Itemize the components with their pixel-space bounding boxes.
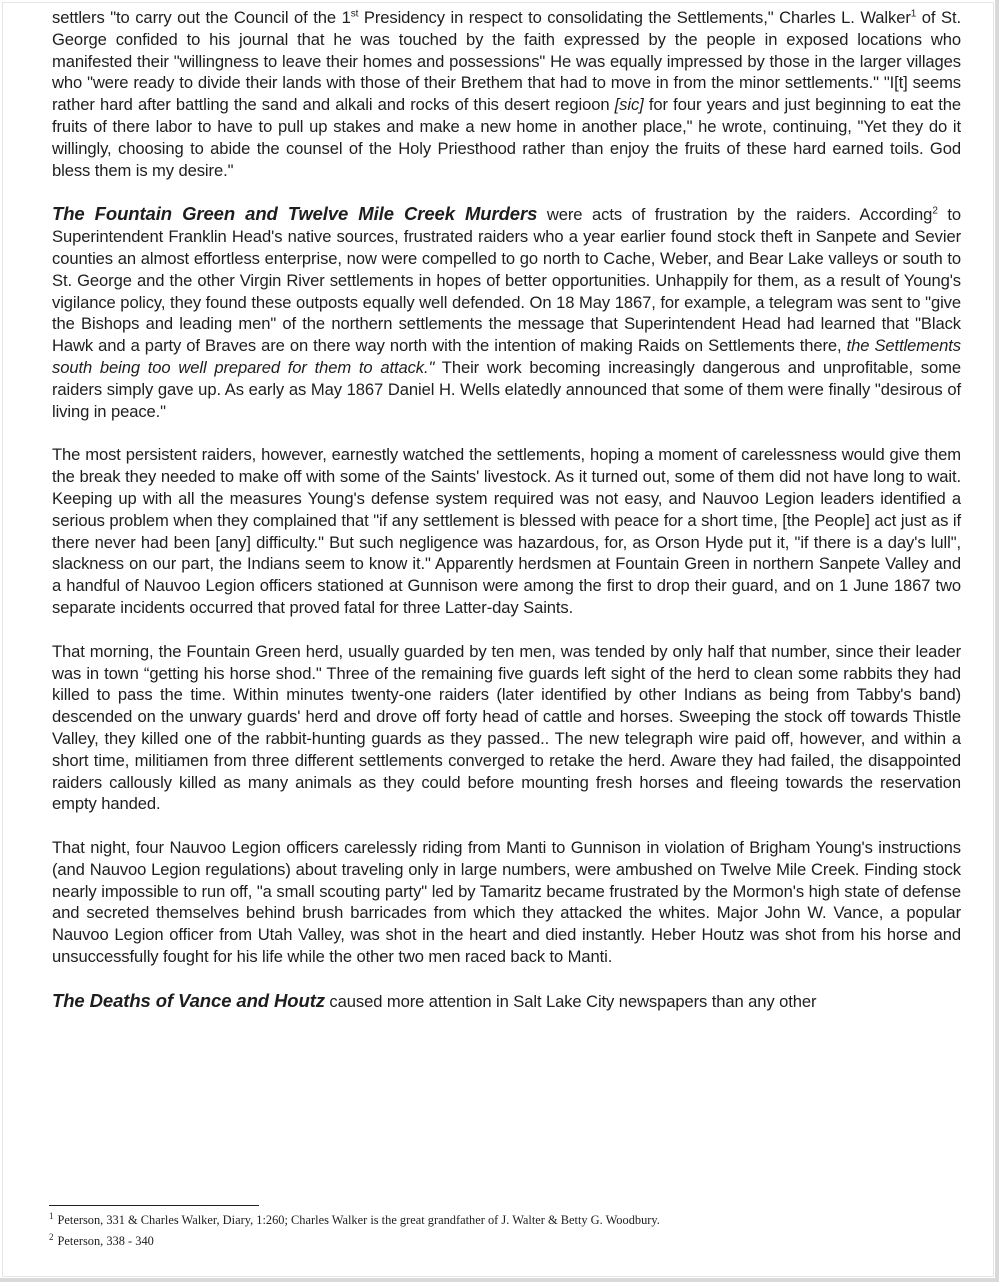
footnote-text: Peterson, 338 - 340 bbox=[57, 1234, 154, 1248]
footnote-text: Peterson, 331 & Charles Walker, Diary, 1:260; Charles Walker is the great grandfather of J. Walter & Betty G. Woodbury. bbox=[57, 1213, 660, 1227]
paragraph bbox=[52, 990, 961, 1013]
italic-text: [sic] bbox=[614, 95, 644, 115]
footnotes bbox=[49, 1212, 958, 1254]
section-heading: The Deaths of Vance and Houtz bbox=[52, 989, 325, 1011]
footnote-number: 2 bbox=[49, 1231, 54, 1242]
text-run: of St. George confided to his journal that he was touched by the faith expressed by the people in exposed locations who manifested their "willingness to leave their homes and possessions" He was equally impressed by those in the larger villages who "were ready to divide their lands with those of their Brethem that had to move in from the minor settlements." "I[t] seems rather hard after battling the sand and alkali and rocks of this desert regioon bbox=[52, 8, 961, 115]
footnote bbox=[49, 1233, 958, 1250]
text-run: The most persistent raiders, however, earnestly watched the settlements, hoping a moment of carelessness would give them the break they needed to make off with some of the Saints' livestock. As it turned out, some of them did not have long to wait. Keeping up with all the measures Young's defense system required was not easy, and Nauvoo Legion leaders identified a serious problem when they complained that "if any settlement is blessed with peace for a short time, [the People] act just as if there never had been [any] difficulty." But such negligence was hazardous, for, as Orson Hyde put it, "if there is a day's lull", slackness on our part, the Indians seem to know it." Apparently herdsmen at Fountain Green in northern Sanpete Valley and a handful of Nauvoo Legion officers stationed at Gunnison were among the first to drop their guard, and on 1 June 1867 two separate incidents occurred that proved fatal for three Latter-day Saints. bbox=[52, 445, 961, 617]
superscript: 2 bbox=[932, 205, 938, 217]
text-run: Presidency in respect to consolidating the Settlements," Charles L. Walker bbox=[358, 8, 911, 27]
section-heading: The Fountain Green and Twelve Mile Creek Murders bbox=[52, 203, 538, 225]
text-run: to Superintendent Franklin Head's native sources, frustrated raiders who a year earlier found stock theft in Sanpete and Sevier counties an almost effortless enterprise, now were compelled to go north to Cache, Weber, and Bear Lake valleys or south to St. George and the other Virgin River settlements in hopes of better opportunities. Unhappily for them, as a result of Young's vigilance policy, they found these outposts equally well defended. On 18 May 1867, for example, a telegram was sent to "give the Bishops and leading men" of the northern settlements the message that Superintendent Head had learned that "Black Hawk and a party of Braves are on there way north with the intention of making Raids on Settlements there, bbox=[52, 205, 961, 356]
text-run: for four years and just beginning to eat the fruits of there labor to have to pull up stakes and make a new home in another place," he wrote, continuing, "Yet they do it willingly, choosing to abide the counsel of the Holy Priesthood rather than enjoy the fruits of these hard earned toils. God bless them is my desire." bbox=[52, 95, 961, 180]
text-run: caused more attention in Salt Lake City newspapers than any other bbox=[324, 991, 817, 1011]
paragraph bbox=[52, 837, 961, 968]
body-text bbox=[52, 7, 961, 1035]
italic-text: the Settlements south being too well prepared for them to attack." bbox=[52, 336, 961, 377]
text-run: settlers "to carry out the Council of the 1 bbox=[52, 8, 351, 27]
paragraph bbox=[52, 7, 961, 181]
text-run: That night, four Nauvoo Legion officers carelessly riding from Manti to Gunnison in violation of Brigham Young's instructions (and Nauvoo Legion regulations) about traveling only in large numbers, were ambushed on Twelve Mile Creek. Finding stock nearly impossible to run off, "a small scouting party" led by Tamaritz became frustrated by the Mormon's high state of defense and secreted themselves behind brush barricades from which they attacked the whites. Major John W. Vance, a popular Nauvoo Legion officer from Utah Valley, was shot in the heart and died instantly. Heber Houtz was shot from his horse and unsuccessfully fought for his life while the other two men raced back to Manti. bbox=[52, 838, 961, 967]
footnote-number: 1 bbox=[49, 1210, 54, 1221]
text-run: were acts of frustration by the raiders. According bbox=[537, 205, 933, 225]
footnote bbox=[49, 1212, 958, 1229]
superscript: 1 bbox=[910, 8, 917, 20]
superscript: st bbox=[350, 8, 359, 20]
paragraph bbox=[52, 444, 961, 618]
paragraph bbox=[52, 641, 961, 815]
paragraph bbox=[52, 203, 961, 422]
footnote-rule bbox=[49, 1205, 259, 1206]
text-run: Their work becoming increasingly dangerous and unprofitable, some raiders simply gave up. As early as May 1867 Daniel H. Wells elatedly announced that some of them were finally "desirous of living in peace." bbox=[52, 357, 961, 421]
document-page bbox=[2, 2, 994, 1277]
text-run: That morning, the Fountain Green herd, usually guarded by ten men, was tended by only half that number, since their leader was in town “getting his horse shod." Three of the remaining five guards left sight of the herd to clean some rabbits they had killed to pass the time. Within minutes twenty-one raiders (later identified by other Indians as being from Tabby's band) descended on the unwary guards' herd and drove off forty head of cattle and horses. Sweeping the stock off towards Thistle Valley, they killed one of the rabbit-hunting guards as they passed.. The new telegraph wire paid off, however, and within a short time, militiamen from three different settlements converged to retake the herd. Aware they had failed, the disappointed raiders callously killed as many animals as they could before mounting fresh horses and fleeing towards the reservation empty handed. bbox=[52, 641, 961, 814]
